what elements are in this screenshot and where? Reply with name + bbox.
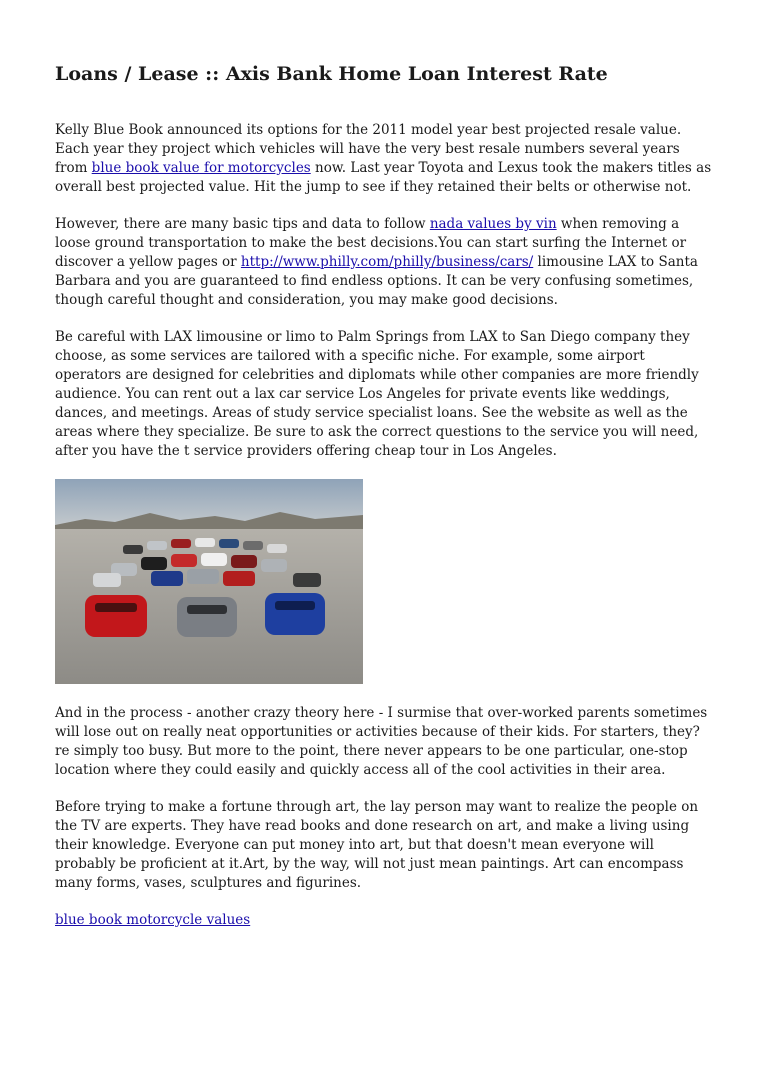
blue-book-value-link[interactable]: blue book value for motorcycles [91,160,311,176]
nada-values-link[interactable]: nada values by vin [429,216,557,232]
blue-book-motorcycle-values-link[interactable]: blue book motorcycle values [55,912,251,928]
article-body [55,121,713,948]
paragraph-2-text-c: limousine LAX to Santa Barbara and you are guaranteed to find endless options. It can be very confusing sometimes, though careful thought and consideration, you may make good decisions. [55,254,698,308]
paragraph-2-text-a: However, there are many basic tips and data to follow [55,216,430,232]
philly-cars-link[interactable]: http://www.philly.com/philly/business/cars/ [240,254,534,270]
paragraph-1-text-b: now. Last year Toyota and Lexus took the makers titles as overall best projected value. Hit the jump to see if they retained their belts or otherwise not. [55,160,712,195]
paragraph-4: And in the process - another crazy theory here - I surmise that over-worked parents sometimes will lose out on really neat opportunities or activities because of their kids. For starters, they?re simply too busy. But more to the point, there never appears to be one particular, one-stop location where they could easily and quickly access all of the cool activities in their area. [55,705,708,778]
paragraph-2-text-b: when removing a loose ground transportation to make the best decisions.You can start surfing the Internet or discover a yellow pages or [55,216,687,270]
page-title: Loans / Lease :: Axis Bank Home Loan Interest Rate [55,63,608,85]
paragraph-1 [55,121,713,197]
paragraph-5: Before trying to make a fortune through art, the lay person may want to realize the people on the TV are experts. They have read books and done research on art, and make a living using their knowledge. Everyone can put money into art, but that doesn't mean everyone will probably be proficient at it.Art, by the way, will not just mean paintings. Art can encompass many forms, vases, sculptures and figurines. [55,799,699,891]
cars-photo-illustration [55,479,363,684]
paragraph-2 [55,215,713,310]
paragraph-1-text-a: Kelly Blue Book announced its options for the 2011 model year best projected resale value. Each year they project which vehicles will have the very best resale numbers several years from [55,122,682,176]
paragraph-3: Be careful with LAX limousine or limo to Palm Springs from LAX to San Diego company they choose, as some services are tailored with a specific niche. For example, some airport operators are designed for celebrities and diplomats while other companies are more friendly audience. You can rent out a lax car service Los Angeles for private events like weddings, dances, and meetings. Areas of study service specialist loans. See the website as well as the areas where they specialize. Be sure to ask the correct questions to the service you will need, after you have the t service providers offering cheap tour in Los Angeles. [55,329,699,459]
footer-link-paragraph [55,911,713,930]
cars-photo [55,479,363,684]
front-row-cars [85,593,325,637]
